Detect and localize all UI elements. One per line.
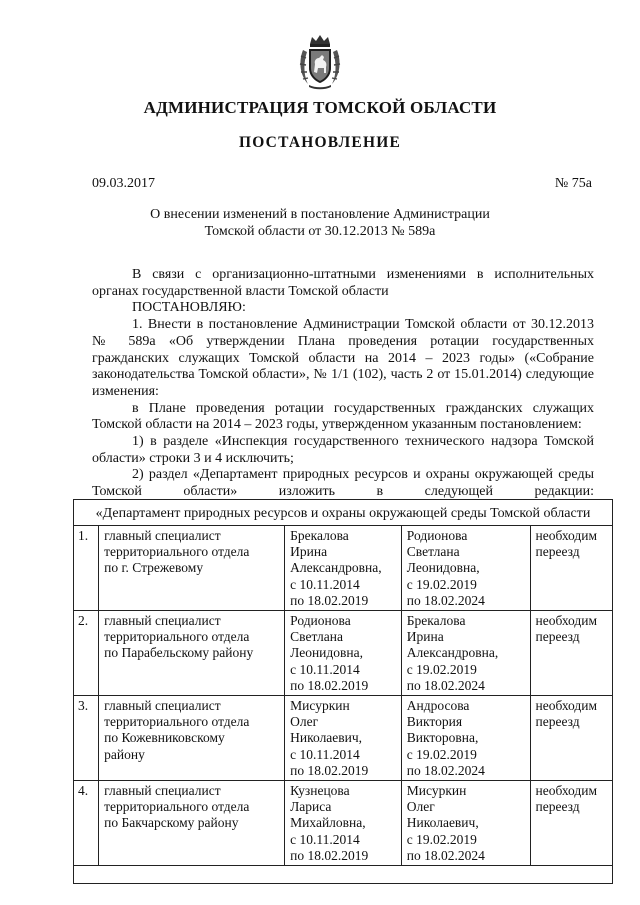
paragraph-resolve: ПОСТАНОВЛЯЮ: <box>132 300 246 316</box>
document-subject <box>0 206 640 240</box>
next-employee-cell <box>401 696 530 781</box>
cell-line: необходим <box>535 528 598 543</box>
cell-line: Леонидовна, <box>290 645 363 661</box>
paragraph-preamble: В связи с организационно-штатными изменениями в исполнительных органах государственной власти Томской области <box>92 267 594 299</box>
cell-line: Брекалова <box>406 613 466 629</box>
cell-line: главный специалист <box>104 528 221 543</box>
cell-line: по 18.02.2019 <box>290 592 369 608</box>
cell-line: переезд <box>535 714 580 730</box>
paragraph-item-1: 1. Внести в постановление Администрации Томской области от 30.12.2013 № 589а «Об утверждении Плана проведения ротации государственных гражданских служащих Томской области на 2014 – 2023 годы» («Собрание законодательства Томской области», № 1/1 (102), часть 2 от 15.01.2014) следующие изменения: <box>92 317 594 399</box>
position-cell <box>99 611 285 696</box>
cell-line: переезд <box>535 544 580 560</box>
cell-line: по 18.02.2024 <box>406 677 485 693</box>
position-cell <box>99 781 285 866</box>
organization-title: АДМИНИСТРАЦИЯ ТОМСКОЙ ОБЛАСТИ <box>143 98 497 117</box>
table-section-title: «Департамент природных ресурсов и охраны окружающей среды Томской области <box>95 506 591 521</box>
cell-line: по 18.02.2019 <box>290 677 369 693</box>
cell-line: главный специалист <box>104 698 221 714</box>
table-row <box>74 611 613 696</box>
document-type-title: ПОСТАНОВЛЕНИЕ <box>238 134 402 151</box>
cell-line: Лариса <box>290 799 332 815</box>
cell-line: Викторовна, <box>406 730 479 746</box>
cell-line: главный специалист <box>104 783 221 799</box>
cell-line: по Парабельскому району <box>104 645 254 661</box>
subject-line: О внесении изменений в постановление Администрации <box>150 207 490 222</box>
cell-line: Олег <box>406 799 435 815</box>
cell-line: Андросова <box>406 698 470 714</box>
cell-line: Родионова <box>290 613 351 629</box>
rotation-table <box>73 525 613 866</box>
position-cell <box>99 526 285 611</box>
cell-line: территориального отдела <box>104 629 250 645</box>
note-cell <box>530 781 613 866</box>
cell-line: необходим <box>535 783 598 799</box>
current-employee-cell <box>285 781 402 866</box>
cell-line: Ирина <box>290 544 328 560</box>
cell-line: Олег <box>290 714 319 730</box>
cell-line: по 18.02.2024 <box>406 762 485 778</box>
document-number: № 75а <box>554 176 592 191</box>
position-cell <box>99 696 285 781</box>
cell-line: по 18.02.2024 <box>406 592 485 608</box>
cell-line: территориального отдела <box>104 799 250 815</box>
cell-line: Светлана <box>406 544 460 560</box>
next-employee-cell <box>401 526 530 611</box>
document-body <box>92 267 594 501</box>
cell-line: по 18.02.2019 <box>290 847 369 863</box>
note-cell <box>530 696 613 781</box>
paragraph-plan: в Плане проведения ротации государственных гражданских служащих Томской области на 2014 – 2023 годы, утвержденном указанным постановлением: <box>92 400 594 433</box>
current-employee-cell <box>285 611 402 696</box>
cell-line: Брекалова <box>290 528 349 543</box>
cell-line: Родионова <box>406 528 468 543</box>
cell-line: с 10.11.2014 <box>290 831 360 847</box>
cell-line: с 10.11.2014 <box>290 746 360 762</box>
next-employee-cell <box>401 611 530 696</box>
cell-line: Николаевич, <box>290 730 363 746</box>
cell-line: с 10.11.2014 <box>290 661 360 677</box>
table-row <box>74 526 613 611</box>
row-number: 4. <box>74 781 99 866</box>
cell-line: Александровна, <box>406 645 499 661</box>
cell-line: Александровна, <box>290 560 382 576</box>
cell-line: Виктория <box>406 714 463 730</box>
cell-line: территориального отдела <box>104 714 250 730</box>
cell-line: Мисуркин <box>290 698 350 714</box>
cell-line: району <box>104 746 145 762</box>
table-row <box>74 696 613 781</box>
cell-line: необходим <box>535 698 598 714</box>
tomsk-coat-of-arms-icon <box>298 34 342 90</box>
cell-line: Леонидовна, <box>406 560 480 576</box>
cell-line: переезд <box>535 629 580 645</box>
subject-line: Томской области от 30.12.2013 № 589а <box>204 224 436 239</box>
cell-line: Мисуркин <box>406 783 467 799</box>
cell-line: с 19.02.2019 <box>406 576 477 592</box>
cell-line: с 19.02.2019 <box>406 831 477 847</box>
cell-line: Светлана <box>290 629 343 645</box>
cell-line: Михайловна, <box>290 815 366 831</box>
cell-line: Николаевич, <box>406 815 479 831</box>
cell-line: по Кожевниковскому <box>104 730 225 746</box>
cell-line: по г. Стрежевому <box>104 560 204 576</box>
row-number: 2. <box>74 611 99 696</box>
note-cell <box>530 526 613 611</box>
cell-line: Ирина <box>406 629 444 645</box>
row-number: 1. <box>74 526 99 611</box>
next-employee-cell <box>401 781 530 866</box>
row-number: 3. <box>74 696 99 781</box>
cell-line: Кузнецова <box>290 783 350 799</box>
cell-line: территориального отдела <box>104 544 250 560</box>
cell-line: по 18.02.2019 <box>290 762 369 778</box>
cell-line: необходим <box>535 613 598 629</box>
current-employee-cell <box>285 526 402 611</box>
table-row <box>74 781 613 866</box>
current-employee-cell <box>285 696 402 781</box>
cell-line: с 19.02.2019 <box>406 661 477 677</box>
cell-line: по Бакчарскому району <box>104 815 239 831</box>
document-date: 09.03.2017 <box>92 176 155 191</box>
paragraph-subitem-2: 2) раздел «Департамент природных ресурсов и охраны окружающей среды Томской области» изложить в следующей редакции: <box>92 467 594 500</box>
cell-line: переезд <box>535 799 580 815</box>
paragraph-subitem-1: 1) в разделе «Инспекция государственного технического надзора Томской области» строки 3 и 4 исключить; <box>92 434 594 466</box>
cell-line: по 18.02.2024 <box>406 847 485 863</box>
cell-line: с 10.11.2014 <box>290 576 360 592</box>
cell-line: с 19.02.2019 <box>406 746 477 762</box>
note-cell <box>530 611 613 696</box>
cell-line: главный специалист <box>104 613 221 629</box>
